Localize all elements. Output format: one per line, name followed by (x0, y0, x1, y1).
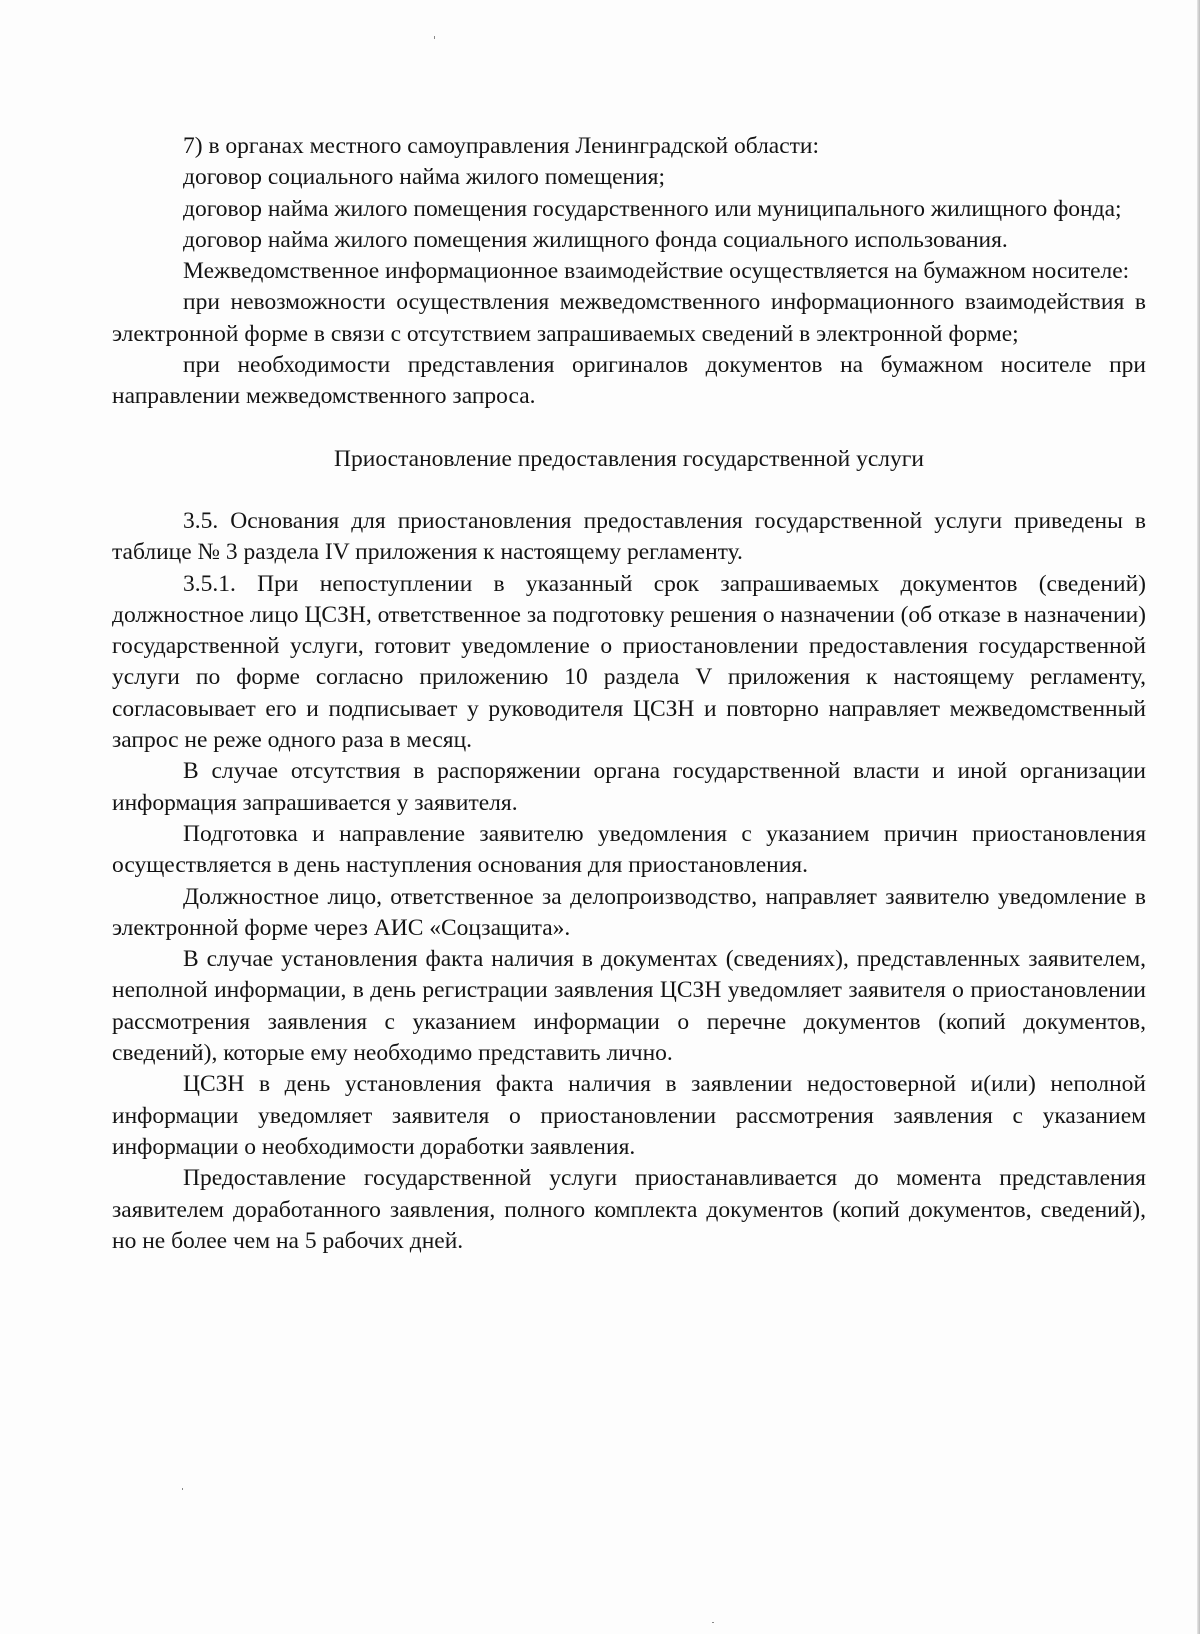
paragraph-state-rent: договор найма жилого помещения государственного или муниципального жилищного фонда; (183, 195, 1122, 222)
paragraph-social-use-rent: договор найма жилого помещения жилищного фонда социального использования. (183, 226, 1008, 253)
section-heading: Приостановление предоставления государственной услуги (334, 445, 924, 472)
paragraph-paper-interaction: Межведомственное информационное взаимодействие осуществляется на бумажном носителе: (183, 258, 1130, 285)
scan-speck (434, 36, 435, 39)
document-body (112, 131, 1146, 1257)
paragraph-impossibility: при невозможности осуществления межведомственного информационного взаимодействия в электронной форме в связи с отсутствием запрашиваемых сведений в электронной форме; (112, 289, 1146, 347)
paragraph-social-rent: договор социального найма жилого помещения; (183, 164, 666, 191)
paragraph-official: Должностное лицо, ответственное за делопроизводство, направляет заявителю уведомление в электронной форме через АИС «Соцзащита». (112, 883, 1146, 941)
scan-speck (182, 1488, 183, 1490)
paragraph-originals: при необходимости представления оригиналов документов на бумажном носителе при направлении межведомственного запроса. (112, 352, 1146, 410)
scan-speck (712, 1622, 714, 1623)
paragraph-notification: Подготовка и направление заявителю уведомления с указанием причин приостановления осуществляется в день наступления основания для приостановления. (112, 820, 1146, 879)
paragraph-3-5-1: 3.5.1. При непоступлении в указанный срок запрашиваемых документов (сведений) должностное лицо ЦСЗН, ответственное за подготовку решения о назначении (об отказе в назначении) государственной услуги, готовит уведомление о приостановлении предоставления государственной услуги по форме согласно приложению 10 раздела V приложения к настоящему регламенту, согласовывает его и подписывает у руководителя ЦСЗН и повторно направляет межведомственный запрос не реже одного раза в месяц. (112, 570, 1146, 754)
paragraph-item-7: 7) в органах местного самоуправления Ленинградской области: (183, 133, 820, 159)
paragraph-incomplete-docs: В случае установления факта наличия в документах (сведениях), представленных заявителем, неполной информации, в день регистрации заявления ЦСЗН уведомляет заявителя о приостановлении рассмотрения заявления с указанием информации о перечне документов (копий документов, сведений), которые ему необходимо представить лично. (112, 946, 1146, 1067)
paragraph-suspension-term: Предоставление государственной услуги приостанавливается до момента представления заявителем доработанного заявления, полного комплекта документов (копий документов, сведений), но не более чем на 5 рабочих дней. (112, 1165, 1146, 1254)
paragraph-unreliable-info: ЦСЗН в день установления факта наличия в заявлении недостоверной и(или) неполной информации уведомляет заявителя о приостановлении рассмотрения заявления с указанием информации о необходимости доработки заявления. (112, 1071, 1146, 1160)
paragraph-3-5: 3.5. Основания для приостановления предоставления государственной услуги приведены в таблице № 3 раздела IV приложения к настоящему регламенту. (112, 507, 1146, 566)
paragraph-absence: В случае отсутствия в распоряжении органа государственной власти и иной организации информация запрашивается у заявителя. (112, 758, 1146, 816)
